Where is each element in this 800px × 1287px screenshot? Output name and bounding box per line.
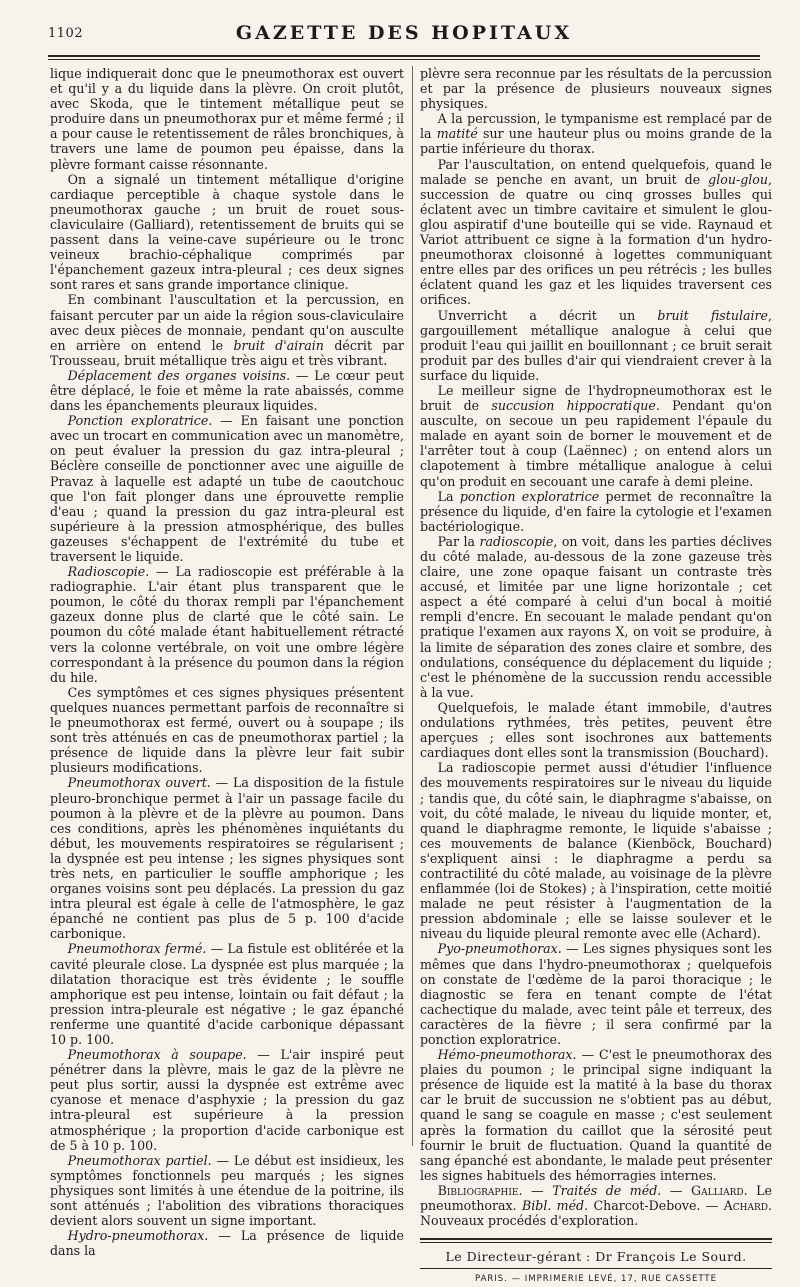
paragraph: Quelquefois, le malade étant immobile, d'autres ondulations rythmées, très petites, peuvent être aperçues ; elles sont isochrones aux battements cardiaques dont elles sont la transmission (Bouchard). [420,699,772,761]
term: glou-glou [708,171,768,187]
term: radioscopie [479,533,554,549]
header-rule-thin [48,59,760,60]
paragraph: On a signalé un tintement métallique d'origine cardiaque perceptible à chaque systole dans le pneumothorax gauche ; un bruit de rouet sous-claviculaire (Galliard), retentissement de bruits qui se passent dans la veine-cave supérieure ou le tronc veineux brachio-céphalique comprimés par l'épanchement gazeux intra-pleural ; ces deux signes sont rares et sans grande importance clinique. [50,171,404,293]
paragraph: Hémo-pneumothorax. — C'est le pneumothorax des plaies du poumon ; le principal signe indiquant la présence de liquide est la matité à la base du thorax car le bruit de succussion ne s'obtient pas au début, quand le sang se coagule en masse ; c'est seulement après la formation du caillot que la sérosité peut fournir le bruit de fluctuation. Quand la quantité de sang épanché est abondante, le malade peut présenter les signes habituels des hémorragies internes. [420,1047,772,1183]
header-rule [48,55,760,57]
paragraph: La radioscopie permet aussi d'étudier l'influence des mouvements respiratoires sur le niveau du liquide ; tandis que, du côté sain, le diaphragme s'abaisse, on voit, du côté malade, le niveau du liquide monter, et, quand le diaphragme remonte, le liquide s'abaisse ; ces mouvements de balance (Kienböck, Bouchard) s'expliquent ainsi : le diaphragme a perdu sa contractilité du côté malade, au voisinage de la plèvre enflammée (loi de Stokes) ; à l'inspiration, cette moitié malade ne peut résister à l'augmentation de la pression abdominale ; elle se laisse soulever et le niveau du liquide pleural remonte avec elle (Achard). [420,760,772,942]
paragraph: Radioscopie. — La radioscopie est préférable à la radiographie. L'air étant plus transparent que le poumon, le côté du thorax rempli par l'épanchement gazeux donne plus de clarté que le côté sain. Le poumon du côté malade étant habituellement rétracté vers la colonne vertébrale, on voit une ombre légère correspondant à la présence du poumon dans la région du hile. [50,564,404,685]
paragraph: Par l'auscultation, on entend quelquefois, quand le malade se penche en avant, un bruit de glou-glou, succession de quatre ou cinq grosses bulles qui éclatent avec un timbre cavitaire et simulent le glou-glou aspiratif d'une bouteille qui se vide. Raynaud et Variot attribuent ce signe à la formation d'un hydro-pneumothorax cloisonné à logettes communiquant entre elles par des orifices un peu rétrécis ; les bulles éclatent quand les gaz et les liquides traversent ces orifices. [420,156,772,308]
journal-title: GAZETTE DES HOPITAUX [235,22,573,44]
paragraph: Pneumothorax fermé. — La fistule est oblitérée et la cavité pleurale close. La dyspnée est plus marquée ; la dilatation thoracique est très évidente ; le souffle amphorique est peu intense, lointain ou fait défaut ; la pression intra-pleurale est négative ; le gaz épanché renferme une quantité d'acide carbonique dépassant 10 p. 100. [50,941,404,1047]
section-heading: Pneumothorax fermé. [67,941,207,957]
paragraph: Par la radioscopie, on voit, dans les parties déclives du côté malade, au-dessous de la zone gazeuse très claire, une zone opaque faisant un contraste très accusé, et limitée par une ligne horizontale ; cet aspect a été comparé à celui d'un bocal à moitié rempli d'encre. En secouant le malade pendant qu'on pratique l'examen aux rayons X, on voit se produire, à la limite de séparation des zones claire et sombre, des ondulations, conséquence du déplacement du liquide ; c'est le phénomène de la succussion rendu accessible à la vue. [420,533,772,700]
paragraph: Le meilleur signe de l'hydropneumothorax est le bruit de succusion hippocratique. Pendant qu'on ausculte, on secoue un peu rapidement l'épaule du malade en ayant soin de borner le mouvement et de l'arrêter tout à coup (Laënnec) ; on entend alors un clapotement à timbre métallique analogue à celui qu'on produit en secouant une carafe à demi pleine. [420,382,772,489]
right-column [420,66,772,1287]
footer-rule-thin [420,1242,772,1243]
section-heading: Pneumothorax partiel. [67,1152,212,1168]
paragraph: Déplacement des organes voisins. — Le cœur peut être déplacé, le foie et même la rate abaissés, comme dans les épanchements pleuraux liquides. [50,367,405,414]
paragraph: plèvre sera reconnue par les résultats de la percussion et par la présence de plusieurs nouveaux signes physiques. [420,66,772,112]
page-number: 1102 [48,26,84,41]
footer-rule-bottom [420,1268,772,1269]
section-heading: Pneumothorax à soupape. [67,1047,247,1063]
section-heading: Hémo-pneumothorax. [437,1047,577,1063]
paragraph: Pneumothorax ouvert. — La disposition de la fistule pleuro-bronchique permet à l'air un passage facile du poumon à la plèvre et de la plèvre au poumon. Dans ces conditions, après les phénomènes inquiétants du début, les mouvements respiratoires se régularisent ; la dyspnée est peu intense ; les signes physiques sont très nets, en particulier le souffle amphorique ; les organes voisins sont peu déplacés. La pression du gaz intra pleural est égale à celle de l'atmosphère, le gaz épanché ne contient pas plus de 5 p. 100 d'acide carbonique. [50,775,404,942]
term: ponction exploratrice [459,488,600,504]
term: bruit fistulaire [657,307,768,323]
director-line: Le Directeur-gérant : Dr François Le Sourd. [445,1249,747,1265]
paragraph: Pyo-pneumothorax. — Les signes physiques sont les mêmes que dans l'hydro-pneumothorax ; quelquefois on constate de l'œdème de la paroi thoracique ; le diagnostic se fera en tenant compte de l'état cachectique du malade, avec teint pâle et terreux, des caractères de la fièvre ; il sera confirmé par la ponction exploratrice. [420,941,772,1047]
left-column [50,66,404,1258]
section-heading: Pneumothorax ouvert. [67,775,211,791]
paragraph: La ponction exploratrice permet de reconnaître la présence du liquide, d'en faire la cytologie et l'examen bactériologique. [420,488,772,534]
section-heading: Radioscopie. [67,564,150,580]
page-header [48,20,760,50]
section-heading: Pyo-pneumothorax. [437,941,562,957]
column-divider [412,66,413,1146]
paragraph: En combinant l'auscultation et la percussion, en faisant percuter par un aide la région sous-claviculaire avec deux pièces de monnaie, pendant qu'on ausculte en arrière on entend le bruit d'airain décrit par Trousseau, bruit métallique très aigu et très vibrant. [50,292,404,368]
bibliography: Bibliographie. — Traités de méd. — Galliard. Le pneumothorax. Bibl. méd. Charcot-Debove. — Achard. Nouveaux procédés d'exploration. [420,1182,772,1229]
section-heading: Hydro-pneumothorax. [67,1228,209,1244]
term: succusion hippocratique [491,398,656,414]
paragraph: Pneumothorax à soupape. — L'air inspiré peut pénétrer dans la plèvre, mais le gaz de la plèvre ne peut plus sortir, aussi la dyspnée est extrême avec cyanose et menace d'asphyxie ; la pression du gaz intra-pleural est supérieure à la pression atmosphérique ; la proportion d'acide carbonique est de 5 à 10 p. 100. [50,1047,404,1153]
paragraph: Pneumothorax partiel. — Le début est insidieux, les symptômes fonctionnels peu marqués ; les signes physiques sont limités à une étendue de la poitrine, ils sont atténués ; l'abolition des vibrations thoraciques devient alors souvent un signe important. [50,1152,404,1229]
section-heading: Ponction exploratrice. [67,413,213,429]
paragraph: A la percussion, le tympanisme est remplacé par de la matité sur une hauteur plus ou moins grande de la partie inférieure du thorax. [420,111,773,157]
paragraph: lique indiquerait donc que le pneumothorax est ouvert et qu'il y a du liquide dans la plèvre. On croit plutôt, avec Skoda, que le tintement métallique peut se produire dans un pneumothorax pur et même fermé ; il a pour cause le retentissement de râles bronchiques, à travers une lame de poumon peu épaisse, dans la plèvre formant caisse résonnante. [50,66,404,172]
term: matité [436,126,478,142]
printer-line: PARIS. — IMPRIMERIE LEVÉ, 17, RUE CASSETTE [474,1274,717,1285]
paragraph: Unverricht a décrit un bruit fistulaire, gargouillement métallique analogue à celui que produit l'eau qui jaillit en bouillonnant ; ce bruit serait produit par des bulles d'air qui viendraient crever à la surface du liquide. [420,307,772,383]
section-heading: Déplacement des organes voisins. [67,367,291,383]
footer-rule [420,1238,772,1240]
paragraph: Ces symptômes et ces signes physiques présentent quelques nuances permettant parfois de reconnaître si le pneumothorax est fermé, ouvert ou à soupape ; ils sont très atténués en cas de pneumothorax partiel ; la présence de liquide dans la plèvre leur fait subir plusieurs modifications. [50,684,404,776]
term: bruit d'airain [233,337,324,353]
bibliography-label: Bibliographie. [437,1182,523,1198]
paragraph: Hydro-pneumothorax. — La présence de liquide dans la [50,1228,404,1259]
paragraph: Ponction exploratrice. — En faisant une ponction avec un trocart en communication avec un manomètre, on peut évaluer la pression du gaz intra-pleural ; Béclère conseille de ponctionner avec une aiguille de Pravaz à laquelle est adapté un tube de caoutchouc que l'on fait plonger dans une éprouvette remplie d'eau ; quand la pression du gaz intra-pleural est supérieure à la pression atmosphérique, des bulles gazeuses s'échappent de l'extrémité du tube et traversent le liquide. [50,413,404,564]
